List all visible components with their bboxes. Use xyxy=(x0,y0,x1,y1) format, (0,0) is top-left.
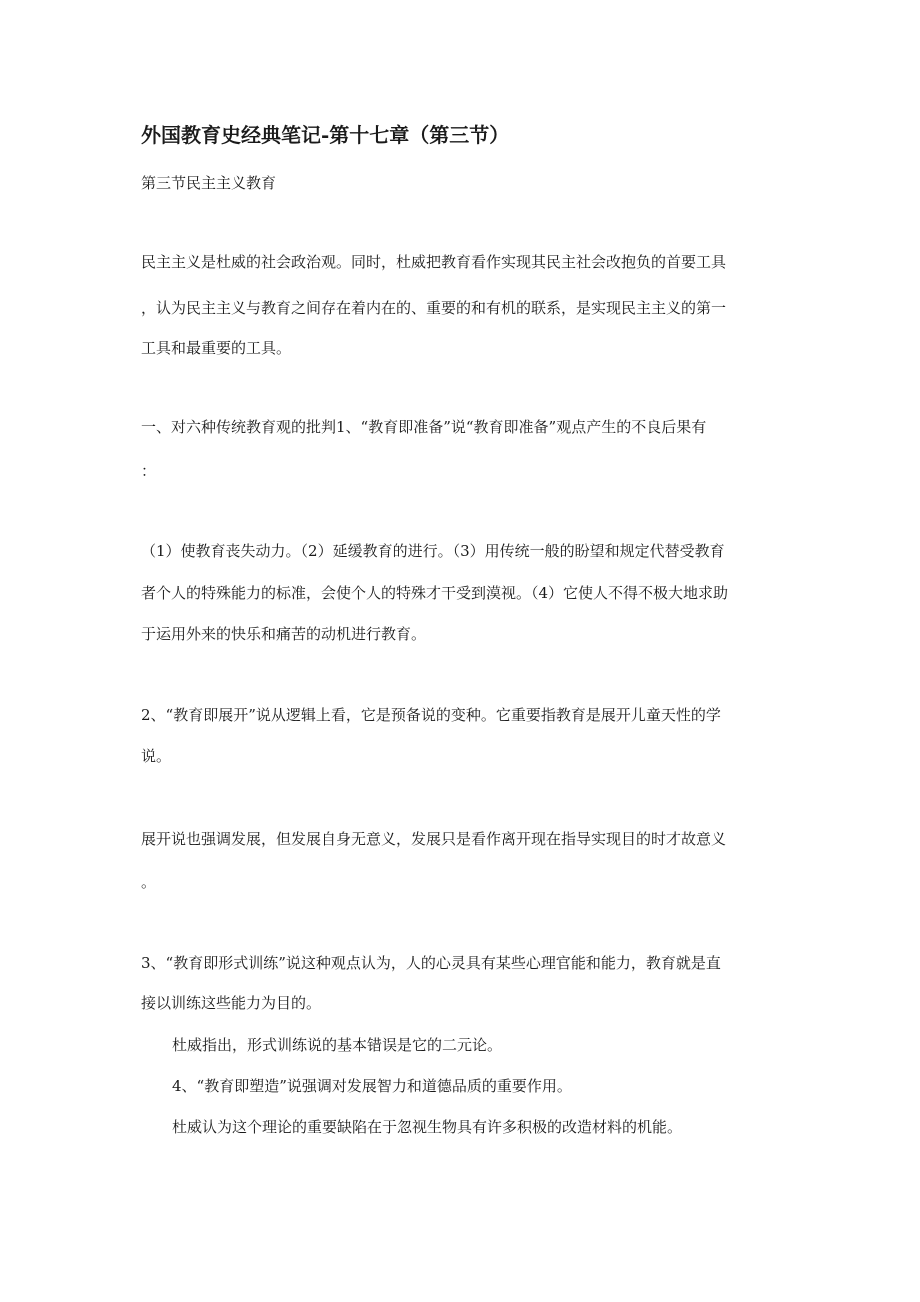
section-subtitle: 第三节民主主义教育 xyxy=(141,174,277,192)
unfolding-note-line-2: 。 xyxy=(141,873,157,891)
critique-intro-line-1: 一、对六种传统教育观的批判1、“教育即准备”说“教育即准备”观点产生的不良后果有 xyxy=(141,418,707,436)
intro-line-1: 民主主义是杜威的社会政治观。同时，杜威把教育看作实现其民主社会改抱负的首要工具 xyxy=(141,253,727,271)
formal-training-critique: 杜威指出，形式训练说的基本错误是它的二元论。 xyxy=(172,1036,503,1054)
shaping-critique: 杜威认为这个理论的重要缺陷在于忽视生物具有许多积极的改造材料的机能。 xyxy=(172,1118,683,1136)
formal-training-line-2: 接以训练这些能力为目的。 xyxy=(141,994,322,1012)
formal-training-line-1: 3、“教育即形式训练”说这种观点认为，人的心灵具有某些心理官能和能力，教育就是直 xyxy=(141,954,721,972)
intro-line-2: ，认为民主主义与教育之间存在着内在的、重要的和有机的联系，是实现民主主义的第一 xyxy=(141,299,727,317)
prep-consequences-line-1: （1）使教育丧失动力。（2）延缓教育的进行。（3）用传统一般的盼望和规定代替受教育 xyxy=(141,542,725,560)
unfolding-line-2: 说。 xyxy=(141,747,172,765)
unfolding-line-1: 2、“教育即展开”说从逻辑上看，它是预备说的变种。它重要指教育是展开儿童天性的学 xyxy=(141,706,721,724)
shaping-line: 4、“教育即塑造”说强调对发展智力和道德品质的重要作用。 xyxy=(172,1077,572,1095)
prep-consequences-line-3: 于运用外来的快乐和痛苦的动机进行教育。 xyxy=(141,625,427,643)
document-title: 外国教育史经典笔记-第十七章（第三节） xyxy=(141,123,510,147)
unfolding-note-line-1: 展开说也强调发展，但发展自身无意义，发展只是看作离开现在指导实现目的时才故意义 xyxy=(141,830,727,848)
intro-line-3: 工具和最重要的工具。 xyxy=(141,339,292,357)
prep-consequences-line-2: 者个人的特殊能力的标准，会使个人的特殊才干受到漠视。（4）它使人不得不极大地求助 xyxy=(141,584,729,602)
critique-intro-line-2: ： xyxy=(141,462,157,480)
